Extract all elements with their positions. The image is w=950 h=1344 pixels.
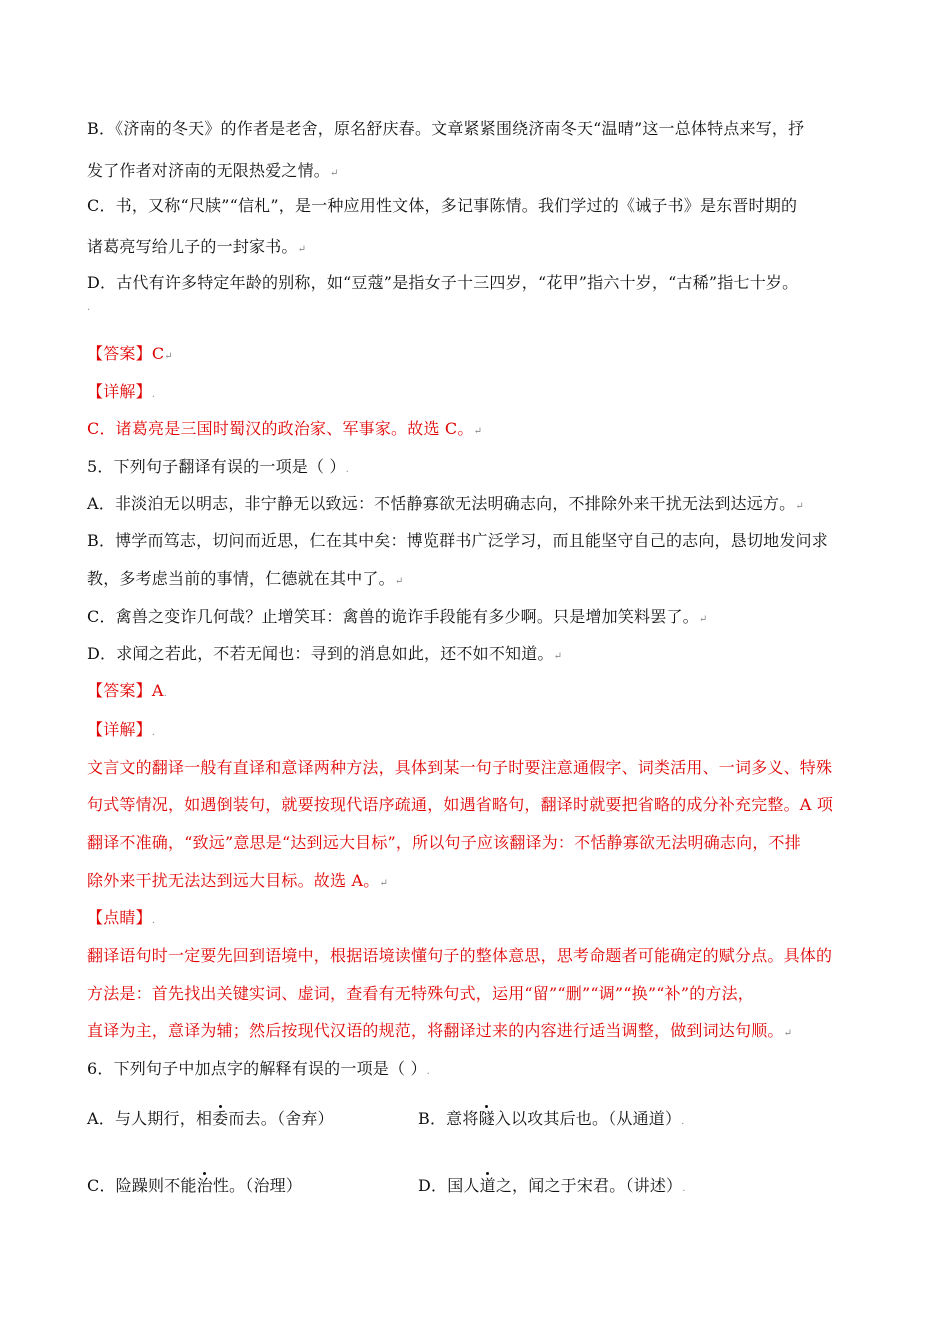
q5-answer: 【答案】A. xyxy=(87,681,167,700)
q4-detail: C．诸葛亮是三国时蜀汉的政治家、军事家。故选 C。↵ xyxy=(87,419,483,438)
emphasized-char-d: 道 xyxy=(479,1176,496,1195)
q4-option-c-line2: 诸葛亮写给儿子的一封家书。↵ xyxy=(87,237,307,256)
q6-option-d: D．国人道之，闻之于宋君。（讲述）. xyxy=(418,1176,686,1195)
q5-tip-label: 【点睛】. xyxy=(87,908,156,927)
emphasized-char-a: 委 xyxy=(212,1109,229,1128)
q6-option-c: C．险躁则不能治性。（治理） xyxy=(87,1176,303,1195)
q5-detail-label: 【详解】. xyxy=(87,720,156,739)
q5-tip-line1: 翻译语句时一定要先回到语境中，根据语境读懂句子的整体意思，思考命题者可能确定的赋分点。具体的 xyxy=(87,946,833,965)
q5-tip-line2: 方法是：首先找出关键实词、虚词，查看有无特殊句式，运用“留”“删”“调”“换”“补”的方法， xyxy=(87,984,754,1003)
q4-answer: 【答案】C↵ xyxy=(87,344,173,363)
q4-detail-label: 【详解】. xyxy=(87,382,156,401)
q5-detail-line3: 翻译不准确，“致远”意思是“达到远大目标”，所以句子应该翻译为：不恬静寡欲无法明确志向，不排 xyxy=(87,833,801,852)
q5-option-c: C．禽兽之变诈几何哉？止增笑耳：禽兽的诡诈手段能有多少啊。只是增加笑料罢了。↵ xyxy=(87,607,708,626)
q4-option-d-mark: . xyxy=(87,302,91,313)
q5-option-b-line2: 教，多考虑当前的事情，仁德就在其中了。↵ xyxy=(87,569,404,588)
q5-option-b-line1: B．博学而笃志，切问而近思，仁在其中矣：博览群书广泛学习，而且能坚守自己的志向，恳切地发问求 xyxy=(87,531,828,550)
q5-option-a: A．非淡泊无以明志，非宁静无以致远：不恬静寡欲无法明确志向，不排除外来干扰无法到达远方。↵ xyxy=(87,494,804,513)
q6-option-a: A．与人期行，相委而去。（舍弃） xyxy=(87,1109,334,1128)
q5-option-d: D．求闻之若此，不若无闻也：寻到的消息如此，还不如不知道。↵ xyxy=(87,644,563,663)
q5-tip-line3: 直译为主，意译为辅；然后按现代汉语的规范，将翻译过来的内容进行适当调整，做到词达句顺。↵ xyxy=(87,1021,793,1040)
q5-detail-line2: 句式等情况，如遇倒装句，就要按现代语序疏通，如遇省略句，翻译时就要把省略的成分补充完整。A 项 xyxy=(87,795,834,814)
q4-option-b-line2: 发了作者对济南的无限热爱之情。↵ xyxy=(87,161,339,180)
q5-detail-line4: 除外来干扰无法达到远大目标。故选 A。↵ xyxy=(87,871,389,890)
q4-option-b-line1: B．《济南的冬天》的作者是老舍，原名舒庆春。文章紧紧围绕济南冬天“温晴”这一总体特点来写，抒 xyxy=(87,119,805,138)
q6-stem: 6．下列句子中加点字的解释有误的一项是（ ）. xyxy=(87,1059,431,1078)
q6-option-b: B．意将隧入以攻其后也。（从通道）. xyxy=(418,1109,685,1128)
q5-detail-line1: 文言文的翻译一般有直译和意译两种方法，具体到某一句子时要注意通假字、词类活用、一词多义、特殊 xyxy=(87,758,833,777)
q4-option-d: D．古代有许多特定年龄的别称，如“豆蔻”是指女子十三四岁，“花甲”指六十岁，“古稀”指七十岁。 xyxy=(87,273,799,292)
emphasized-char-c: 治 xyxy=(196,1176,213,1195)
q4-option-c-line1: C．书，又称“尺牍”“信札”，是一种应用性文体，多记事陈情。我们学过的《诫子书》是东晋时期的 xyxy=(87,196,798,215)
emphasized-char-b: 隧 xyxy=(478,1109,495,1128)
q5-stem: 5．下列句子翻译有误的一项是（ ）. xyxy=(87,457,350,476)
